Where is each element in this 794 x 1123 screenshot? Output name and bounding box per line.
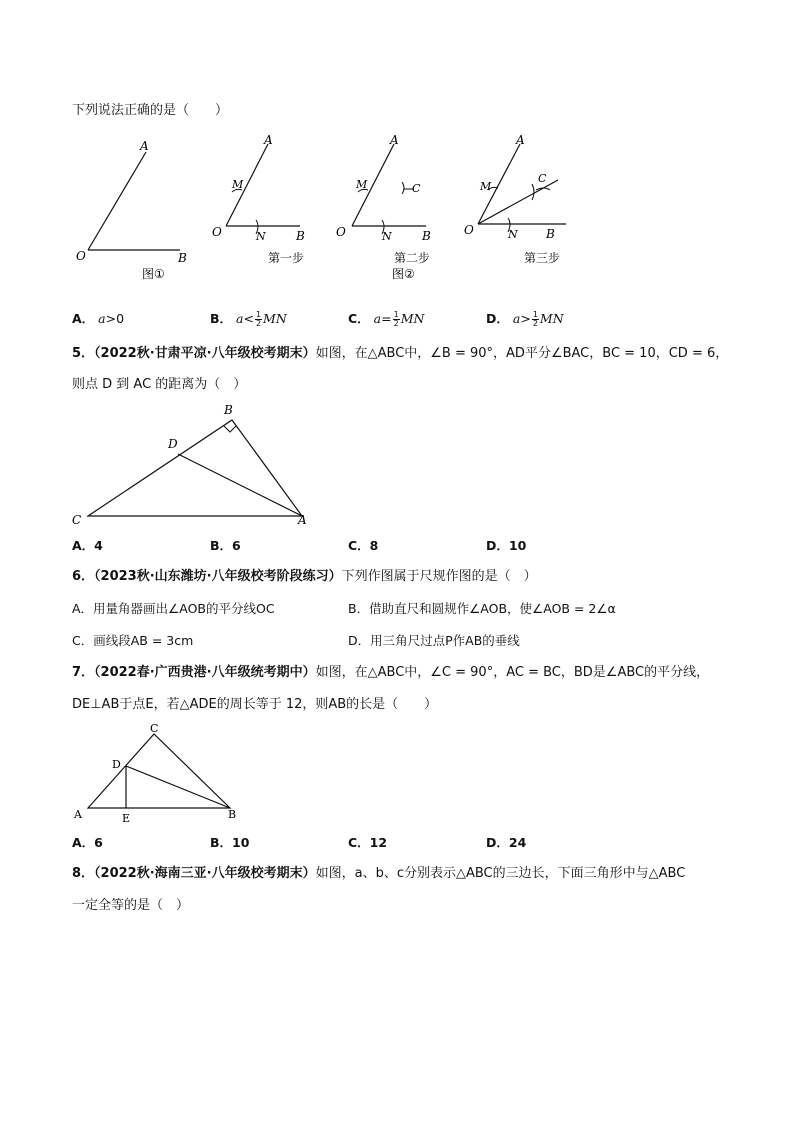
option-var: a [98,311,106,326]
q6-option-d[interactable]: D．用三角尺过点P作AB的垂线 [348,633,520,648]
question-source: （2022秋·海南三亚·八年级校考期末） [94,866,316,881]
option-rel: > [520,311,531,326]
step1-caption: 第一步 [268,251,305,265]
step3-label-n: N [508,228,518,241]
q4-step-3 [464,133,566,265]
fig1-label-o: O [76,249,86,263]
step1-label-b: B [296,229,305,243]
option-after: MN [400,311,425,326]
q4-option-a[interactable] [72,311,124,327]
step3-label-o: O [464,223,474,237]
option-letter: B． [210,311,233,326]
step3-label-c: C [538,172,547,185]
q5-question-line2: 则点 D 到 AC 的距离为（ ） [72,377,247,392]
question-source: （2022春·广西贵港·八年级统考期中） [94,665,316,680]
fraction: $\frac{1}{2}$ [393,310,399,328]
option-rel: < [243,311,254,326]
step1-label-m: M [232,178,244,191]
question-text: 如图，在△ABC中，∠C = 90°，AC = BC，BD是∠ABC的平分线， [315,665,710,680]
q5-option-c[interactable]: C．8 [348,538,379,553]
option-rel: >0 [105,311,125,326]
fig2-caption: 图② [392,267,415,281]
q8-question-line2: 一定全等的是（ ） [72,898,190,913]
step2-label-b: B [422,229,431,243]
option-var: a [373,311,382,326]
fig1-caption: 图① [142,267,165,281]
q7-option-a[interactable]: A．6 [72,835,103,850]
q7-option-b[interactable]: B．10 [210,835,250,850]
q4-option-c[interactable] [348,311,424,328]
q7-label-d: D [112,758,121,771]
option-letter: A． [72,311,95,326]
q4-step-1 [212,133,305,265]
step1-label-o: O [212,225,222,239]
q5-label-c: C [72,513,82,527]
fig1-label-a: A [140,139,149,153]
question-text: 如图，在△ABC中，∠B = 90°，AD平分∠BAC，BC = 10，CD = 6， [315,346,729,361]
q4-figure-1 [76,139,187,281]
step2-label-m: M [356,178,368,191]
q8-question [72,865,685,883]
q6-option-a[interactable]: A．用量角器画出∠AOB的平分线OC [72,601,275,616]
step2-label-a: A [390,133,399,147]
option-letter: D． [486,311,509,326]
question-number: 5． [72,346,95,361]
option-var: a [236,311,244,326]
q7-label-e: E [122,812,131,825]
question-number: 7． [72,665,95,680]
step1-label-a: A [264,133,273,147]
fraction: $\frac{1}{2}$ [532,310,538,328]
q7-label-a: A [74,808,82,821]
q7-option-d[interactable]: D．24 [486,835,527,850]
q5-option-d[interactable]: D．10 [486,538,527,553]
question-number: 6． [72,569,95,584]
q5-option-b[interactable]: B．6 [210,538,241,553]
question-text: 如图，a、b、c分别表示△ABC的三边长，下面三角形中与△ABC [315,866,686,881]
q7-figure [68,718,268,828]
option-rel: = [381,311,392,326]
q7-label-b: B [228,808,237,821]
q5-figure [66,400,326,530]
option-after: MN [539,311,564,326]
step2-label-o: O [336,225,346,239]
question-text: 下列作图属于尺规作图的是（ ） [341,569,537,584]
question-number: 8． [72,866,95,881]
q5-label-b: B [224,403,233,417]
option-after: MN [263,311,287,326]
q4-question-tail: 下列说法正确的是（ ） [72,103,229,118]
question-source: （2022秋·甘肃平凉·八年级校考期末） [94,346,316,361]
option-letter: C． [348,311,370,326]
q5-option-a[interactable]: A．4 [72,538,103,553]
q6-question [72,568,537,586]
q7-question-line2: DE⊥AB于点E，若△ADE的周长等于 12，则AB的长是（ ） [72,697,438,712]
q5-question [72,345,728,363]
option-var: a [512,311,521,326]
step3-label-m: M [480,180,492,193]
q7-label-c: C [150,722,159,735]
q4-option-d[interactable] [486,311,564,328]
question-source: （2023秋·山东潍坊·八年级校考阶段练习） [94,569,342,584]
step2-caption: 第二步 [394,251,431,265]
q4-option-b[interactable] [210,311,287,328]
fraction: $\frac{1}{2}$ [255,310,262,328]
q4-step-2 [336,133,431,281]
q4-figures [60,126,580,286]
step2-label-c: C [412,182,421,195]
q7-question [72,664,709,682]
step3-label-a: A [516,133,525,147]
step3-caption: 第三步 [524,251,561,265]
step3-label-b: B [546,227,555,241]
q5-label-a: A [298,513,307,527]
q6-option-c[interactable]: C．画线段AB = 3cm [72,633,194,648]
fig1-label-b: B [178,251,187,265]
q7-option-c[interactable]: C．12 [348,835,388,850]
step2-label-n: N [382,230,392,243]
q5-label-d: D [168,437,178,451]
step1-label-n: N [256,230,266,243]
q6-option-b[interactable]: B．借助直尺和圆规作∠AOB，使∠AOB = 2∠α [348,601,616,616]
